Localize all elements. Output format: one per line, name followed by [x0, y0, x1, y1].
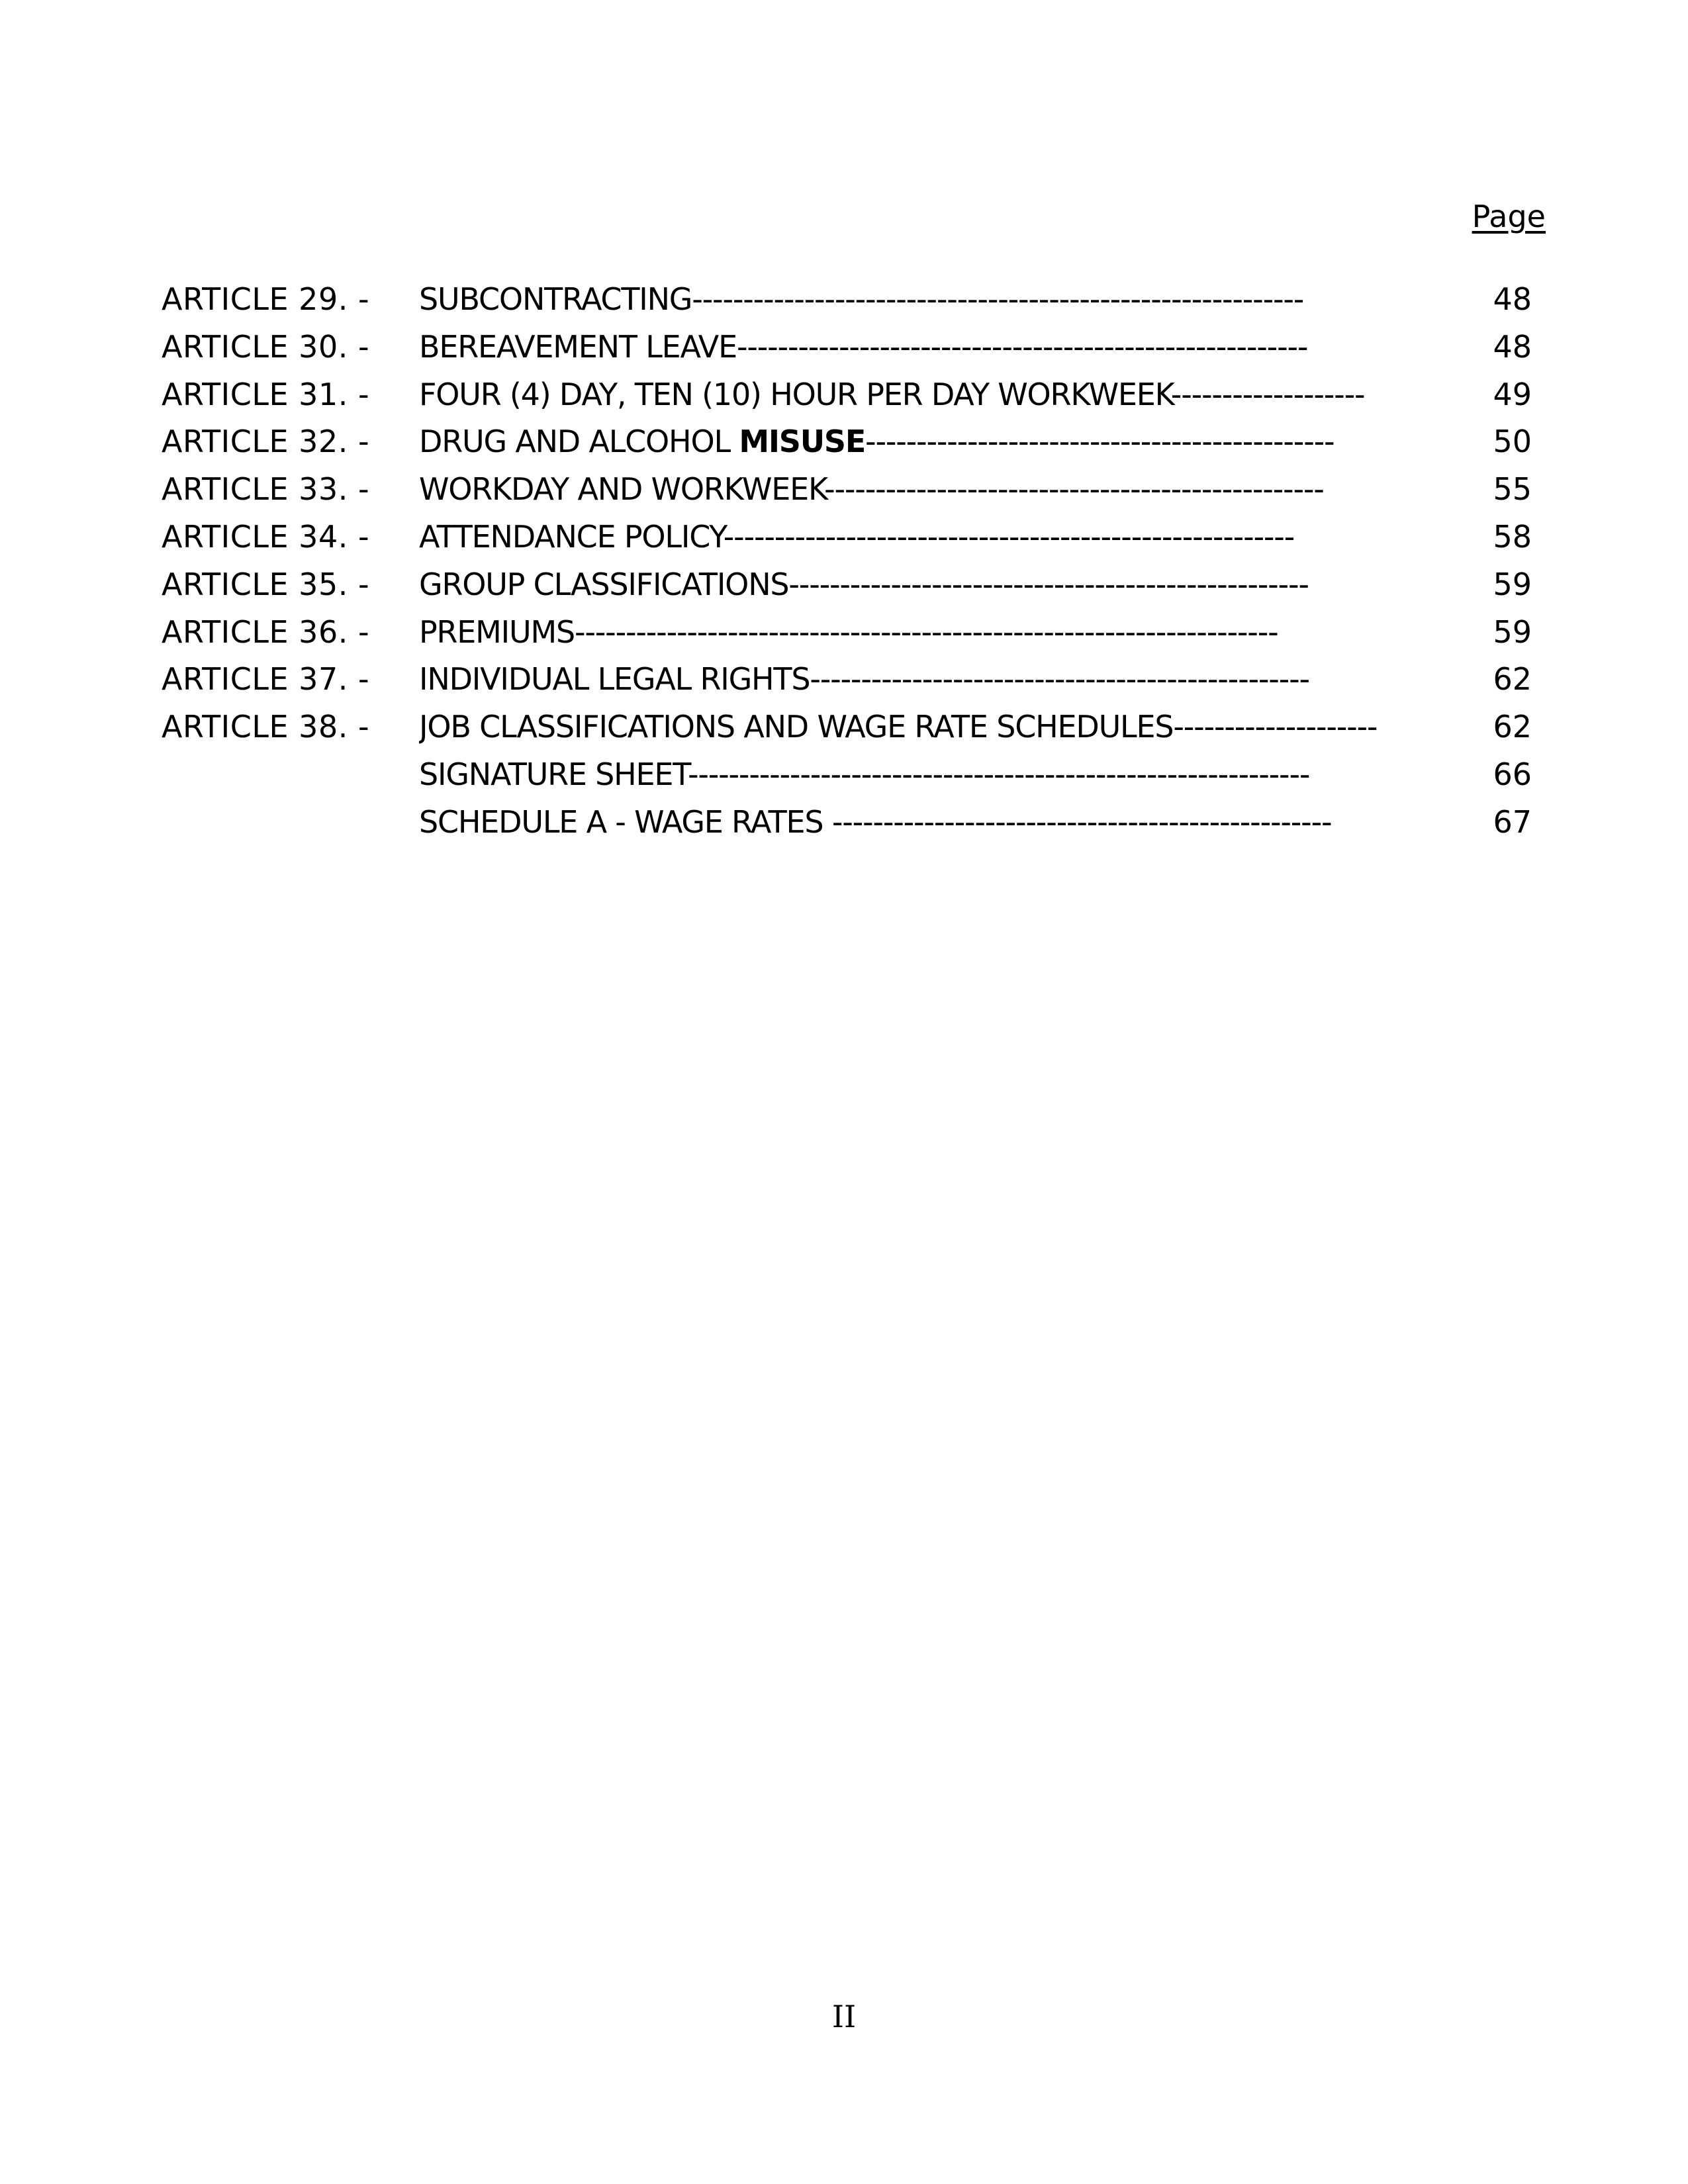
toc-title[interactable]: GROUP CLASSIFICATIONS---------------------------------------------------	[419, 566, 1309, 602]
toc-leader: -------------------------------------------------	[810, 661, 1309, 698]
toc-article-number: ARTICLE 31. -	[162, 376, 370, 412]
toc-title-emphasis: MISUSE	[739, 424, 866, 460]
toc-title[interactable]: ATTENDANCE POLICY--------------------------------------------------------	[419, 518, 1295, 555]
toc-title[interactable]: SIGNATURE SHEET-------------------------------------------------------------	[419, 756, 1310, 792]
toc-leader: ------------------------------------------------------------	[692, 281, 1304, 317]
toc-page-number: 49	[1493, 376, 1532, 412]
toc-title[interactable]: JOB CLASSIFICATIONS AND WAGE RATE SCHEDULES--------------------	[419, 709, 1378, 745]
toc-article-number: ARTICLE 33. -	[162, 471, 370, 508]
toc-title[interactable]: SUBCONTRACTING------------------------------------------------------------	[419, 281, 1304, 317]
toc-page-number: 67	[1493, 803, 1532, 840]
toc-row	[162, 704, 1532, 751]
toc-title[interactable]: DRUG AND ALCOHOL MISUSE----------------------------------------------	[419, 424, 1335, 460]
toc-row	[162, 561, 1532, 609]
toc-title[interactable]: WORKDAY AND WORKWEEK-------------------------------------------------	[419, 471, 1324, 508]
toc-article-number: ARTICLE 38. -	[162, 709, 370, 745]
toc-article-number: ARTICLE 29. -	[162, 281, 370, 317]
page-folio-number: II	[831, 1999, 857, 2034]
toc-page-number: 59	[1493, 614, 1532, 650]
toc-row	[162, 751, 1532, 799]
toc-title[interactable]: SCHEDULE A - WAGE RATES -------------------------------------------------	[419, 803, 1332, 840]
toc-page-number: 48	[1493, 281, 1532, 317]
toc-page-number: 55	[1493, 471, 1532, 508]
toc-row	[162, 514, 1532, 561]
toc-page-number: 62	[1493, 709, 1532, 745]
table-of-contents	[162, 276, 1532, 846]
toc-page-number: 48	[1493, 328, 1532, 365]
toc-page-number: 58	[1493, 518, 1532, 555]
toc-title[interactable]: BEREAVEMENT LEAVE--------------------------------------------------------	[419, 328, 1308, 365]
toc-leader: ---------------------------------------------------	[788, 566, 1309, 602]
toc-title[interactable]: FOUR (4) DAY, TEN (10) HOUR PER DAY WORKWEEK-------------------	[419, 376, 1365, 412]
toc-article-number: ARTICLE 35. -	[162, 566, 370, 602]
toc-leader: --------------------------------------------------------	[736, 328, 1308, 365]
toc-leader: -------------------------------------------------	[824, 471, 1324, 508]
toc-leader: -------------------	[1170, 376, 1365, 412]
toc-row	[162, 466, 1532, 514]
toc-row	[162, 276, 1532, 324]
toc-page-number: 59	[1493, 566, 1532, 602]
toc-row	[162, 799, 1532, 846]
toc-row	[162, 324, 1532, 371]
page-column-header: Page	[1472, 199, 1546, 234]
toc-row	[162, 656, 1532, 704]
toc-article-number: ARTICLE 34. -	[162, 518, 370, 555]
toc-article-number: ARTICLE 36. -	[162, 614, 370, 650]
toc-leader: ----------------------------------------------	[865, 424, 1335, 460]
toc-leader: ---------------------------------------------------------------------	[574, 614, 1278, 650]
toc-article-number: ARTICLE 30. -	[162, 328, 370, 365]
toc-article-number: ARTICLE 37. -	[162, 661, 370, 698]
toc-page-number: 62	[1493, 661, 1532, 698]
toc-row	[162, 418, 1532, 466]
toc-page-number: 50	[1493, 424, 1532, 460]
toc-title[interactable]: INDIVIDUAL LEGAL RIGHTS-------------------------------------------------	[419, 661, 1309, 698]
toc-title[interactable]: PREMIUMS---------------------------------------------------------------------	[419, 614, 1278, 650]
toc-page-number: 66	[1493, 756, 1532, 792]
toc-leader: --------------------	[1173, 709, 1378, 745]
toc-row	[162, 609, 1532, 657]
toc-leader: --------------------------------------------------------	[723, 518, 1295, 555]
toc-article-number: ARTICLE 32. -	[162, 424, 370, 460]
toc-row	[162, 371, 1532, 419]
toc-leader: -------------------------------------------------------------	[687, 756, 1310, 792]
toc-leader: -------------------------------------------------	[831, 803, 1332, 840]
